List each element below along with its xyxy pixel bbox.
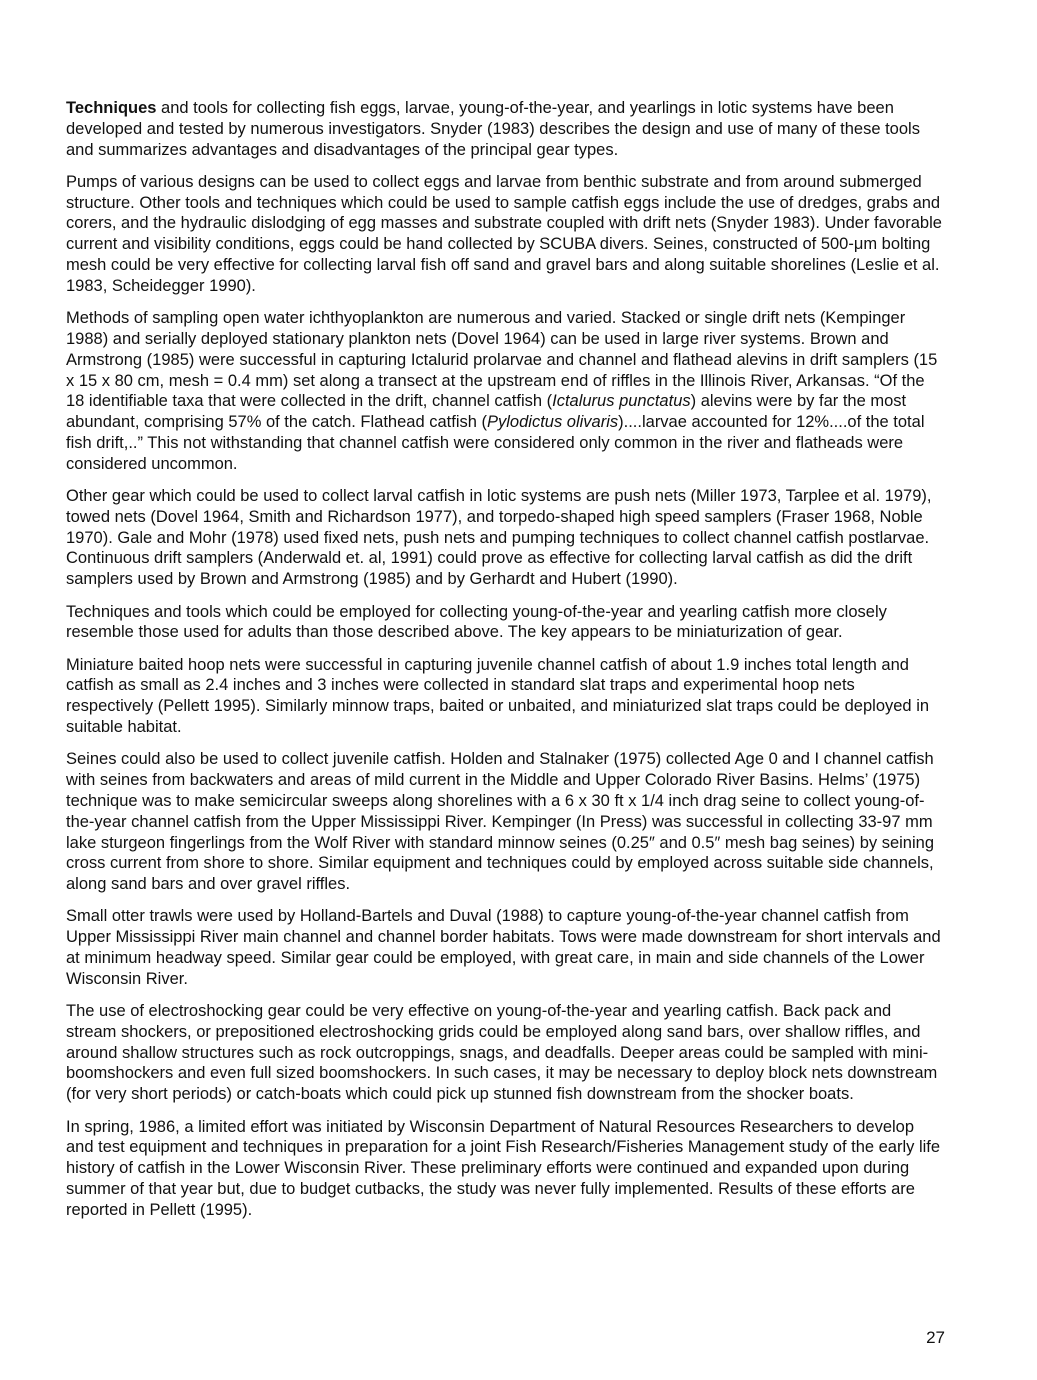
paragraph-yoy-tools	[66, 602, 942, 644]
paragraph-text: Seines could also be used to collect juvenile catfish. Holden and Stalnaker (1975) collected Age 0 and I channel catfish with seines from backwaters and areas of mild current in the Middle and Upper Colorado River Basins. Helms’ (1975) technique was to make semicircular sweeps along shorelines with a 6 x 30 ft x 1/4 inch drag seine to collect young-of-the-year channel catfish from the Upper Mississippi River. Kempinger (In Press) was successful in collecting 33-97 mm lake sturgeon fingerlings from the Wolf River with standard minnow seines (0.25″ and 0.5″ mesh bag seines) by seining cross current from shore to shore. Similar equipment and techniques could by employed across suitable side channels, along sand bars and over gravel riffles.	[66, 750, 934, 894]
paragraph-text: Methods of sampling open water ichthyoplankton are numerous and varied. Stacked or single drift nets (Kempinger 1988) and serially deployed stationary plankton nets (Dovel 1964) can be used in large river systems. Brown and Armstrong (1985) were successful in capturing Ictalurid prolarvae and channel and flathead alevins in drift samplers (15 x 15 x 80 cm, mesh = 0.4 mm) set along a transect at the upstream end of riffles in the Illinois River, Arkansas. “Of the 18 identifiable taxa that were collected in the drift, channel catfish (	[66, 309, 938, 411]
page-number: 27	[926, 1328, 945, 1347]
paragraph-text: Miniature baited hoop nets were successful in capturing juvenile channel catfish of about 1.9 inches total length and catfish as small as 2.4 inches and 3 inches were collected in standard slat traps and experimental hoop nets respectively (Pellett 1995). Similarly minnow traps, baited or unbaited, and miniaturized slat traps could be deployed in suitable habitat.	[66, 655, 930, 737]
paragraph-seines	[66, 749, 942, 895]
paragraph-otter-trawls	[66, 906, 942, 989]
paragraph-text: Other gear which could be used to collect larval catfish in lotic systems are push nets (Miller 1973, Tarplee et al. 1979), towed nets (Dovel 1964, Smith and Richardson 1977), and torpedo-shaped high speed samplers (Fraser 1968, Noble 1970). Gale and Mohr (1978) used fixed nets, push nets and pumping techniques to collect channel catfish postlarvae. Continuous drift samplers (Anderwald et. al, 1991) could prove as effective for collecting larval catfish as did the drift samplers used by Brown and Armstrong (1985) and by Gerhardt and Hubert (1990).	[66, 487, 932, 589]
paragraph-text: In spring, 1986, a limited effort was initiated by Wisconsin Department of Natural Resources Researchers to develop and test equipment and techniques in preparation for a joint Fish Research/Fisheries Management study of the early life history of catfish in the Lower Wisconsin River. These preliminary efforts were continued and expanded upon during summer of that year but, due to budget cutbacks, the study was never fully implemented. Results of these efforts are reported in Pellett (1995).	[66, 1117, 941, 1219]
paragraph-spring-1986	[66, 1117, 942, 1221]
paragraph-ichthyoplankton	[66, 308, 942, 474]
species-name-channel-catfish: Ictalurus punctatus	[552, 392, 691, 411]
paragraph-hoop-nets	[66, 655, 942, 738]
paragraph-text: )....larvae accounted for 12%....of the total fish drift,..” This not withstanding that channel catfish were considered only common in the river and flatheads were considered uncommon.	[66, 413, 925, 473]
paragraph-electroshocking	[66, 1001, 942, 1105]
paragraph-text: Techniques and tools which could be employed for collecting young-of-the-year and yearling catfish more closely resemble those used for adults than those described above. The key appears to be miniaturization of gear.	[66, 602, 887, 642]
paragraph-other-gear	[66, 486, 942, 590]
species-name-flathead-catfish: Pylodictus olivaris	[487, 413, 619, 432]
paragraph-text: Small otter trawls were used by Holland-Bartels and Duval (1988) to capture young-of-the-year channel catfish from Upper Mississippi River main channel and channel border habitats. Tows were made downstream for short intervals and at minimum headway speed. Similar gear could be employed, with great care, in main and side channels of the Lower Wisconsin River.	[66, 907, 941, 988]
document-body	[66, 98, 942, 1232]
paragraph-pumps	[66, 172, 942, 297]
paragraph-text: and tools for collecting fish eggs, larvae, young-of-the-year, and yearlings in lotic systems have been developed and tested by numerous investigators. Snyder (1983) describes the design and use of many of these tools and summarizes advantages and disadvantages of the principal gear types.	[66, 99, 920, 159]
paragraph-text: ) alevins were by far the most abundant, comprising 57% of the catch. Flathead catfish (	[66, 392, 907, 432]
paragraph-techniques	[66, 98, 942, 160]
paragraph-text: Pumps of various designs can be used to collect eggs and larvae from benthic substrate and from around submerged structure. Other tools and techniques which could be used to sample catfish eggs include the use of dredges, grabs and corers, and the hydraulic dislodging of egg masses and substrate coupled with drift nets (Snyder 1983). Under favorable current and visibility conditions, eggs could be hand collected by SCUBA divers. Seines, constructed of 500-μm bolting mesh could be very effective for collecting larval fish off sand and gravel bars and along suitable shorelines (Leslie et al. 1983, Scheidegger 1990).	[66, 172, 942, 295]
paragraph-text: The use of electroshocking gear could be very effective on young-of-the-year and yearling catfish. Back pack and stream shockers, or prepositioned electroshocking grids could be employed along sand bars, over shallow riffles, and around shallow structures such as rock outcroppings, snags, and deadfalls. Deeper areas could be sampled with mini-boomshockers and even full sized boomshockers. In such cases, it may be necessary to deploy block nets downstream (for very short periods) or catch-boats which could pick up stunned fish downstream from the shocker boats.	[66, 1002, 938, 1104]
paragraph-lead-word: Techniques	[66, 99, 157, 117]
